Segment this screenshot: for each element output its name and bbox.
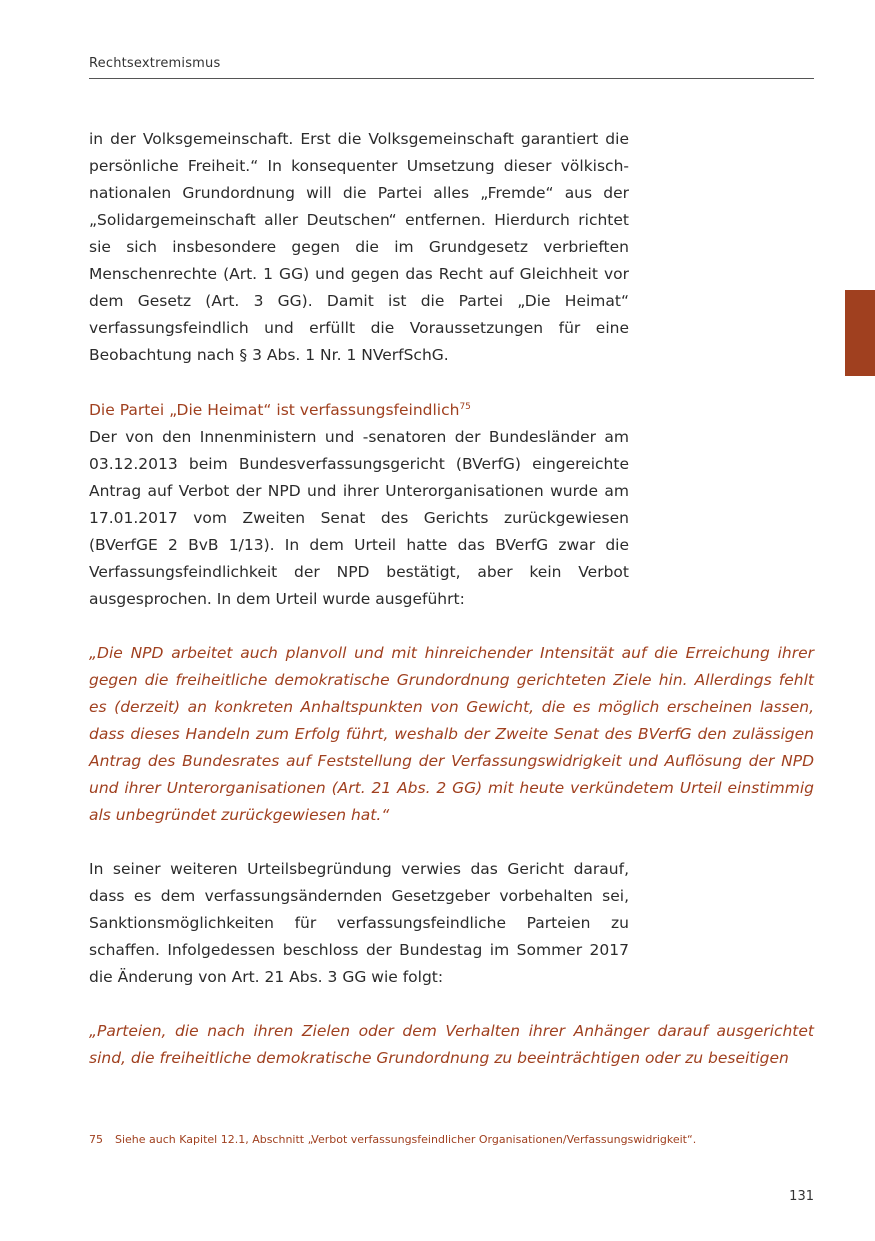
running-head-title: Rechtsextremismus [89,56,221,71]
header-rule [89,78,814,79]
law-quote: „Parteien, die nach ihren Zielen oder dem Verhalten ihrer Anhänger darauf ausgerichtet sind, die freiheitliche demokratische Grundordnung zu beeinträchtigen oder zu beseitigen [89,1022,814,1067]
body-paragraph: In seiner weiteren Urteilsbegründung verwies das Gericht darauf, dass es dem verfassungsändernden Gesetzgeber vorbehalten sei, Sanktionsmöglichkeiten für verfassungsfeindliche Parteien zu schaffen. Infolgedessen beschloss der Bundestag im Sommer 2017 die Änderung von Art. 21 Abs. 3 GG wie folgt: [89,860,629,986]
body-paragraph: Der von den Innenministern und -senatoren der Bundesländer am 03.12.2013 beim Bundesverfassungsgericht (BVerfG) eingereichte Antrag auf Verbot der NPD und ihrer Unterorganisationen wurde am 17.01.2017 vom Zweiten Senat des Gerichts zurückgewiesen (BVerfGE 2 BvB 1/13). In dem Urteil hatte das BVerfG zwar die Verfassungsfeindlichkeit der NPD bestätigt, aber kein Verbot ausgesprochen. In dem Urteil wurde ausgeführt: [89,428,629,608]
footnote-number: 75 [89,1133,103,1146]
court-quote: „Die NPD arbeitet auch planvoll und mit hinreichender Intensität auf die Erreichung ihrer gegen die freiheitliche demokratische Grundordnung gerichteten Ziele hin. Allerdings fehlt es (derzeit) an konkreten Anhaltspunkten von Gewicht, die es möglich erscheinen lassen, dass dieses Handeln zum Erfolg führt, weshalb der Zweite Senat des BVerfG den zulässigen Antrag des Bundesrates auf Feststellung der Verfassungswidrigkeit und Auflösung der NPD und ihrer Unterorganisationen (Art. 21 Abs. 2 GG) mit heute verkündetem Urteil einstimmig als unbegründet zurückgewiesen hat.“ [89,644,814,824]
section-heading-text: Die Partei „Die Heimat“ ist verfassungsfeindlich [89,401,460,419]
section-block [89,397,629,613]
page-number: 131 [789,1189,814,1204]
footnote-reference: 75 [459,402,471,412]
body-paragraph-3-block [89,856,629,991]
section-heading [89,397,629,424]
chapter-tab-marker [845,290,875,376]
body-paragraph-1-block [89,126,629,369]
footnote [89,1133,696,1146]
footnote-text: Siehe auch Kapitel 12.1, Abschnitt „Verbot verfassungsfeindlicher Organisationen/Verfassungswidrigkeit“. [115,1133,697,1146]
body-paragraph: in der Volksgemeinschaft. Erst die Volksgemeinschaft garantiert die persönliche Freiheit.“ In konsequenter Umsetzung dieser völkisch-nationalen Grundordnung will die Partei alles „Fremde“ aus der „Solidargemeinschaft aller Deutschen“ entfernen. Hierdurch richtet sie sich insbesondere gegen die im Grundgesetz verbrieften Menschenrechte (Art. 1 GG) und gegen das Recht auf Gleichheit vor dem Gesetz (Art. 3 GG). Damit ist die Partei „Die Heimat“ verfassungsfeindlich und erfüllt die Voraussetzungen für eine Beobachtung nach § 3 Abs. 1 Nr. 1 NVerfSchG. [89,130,629,364]
